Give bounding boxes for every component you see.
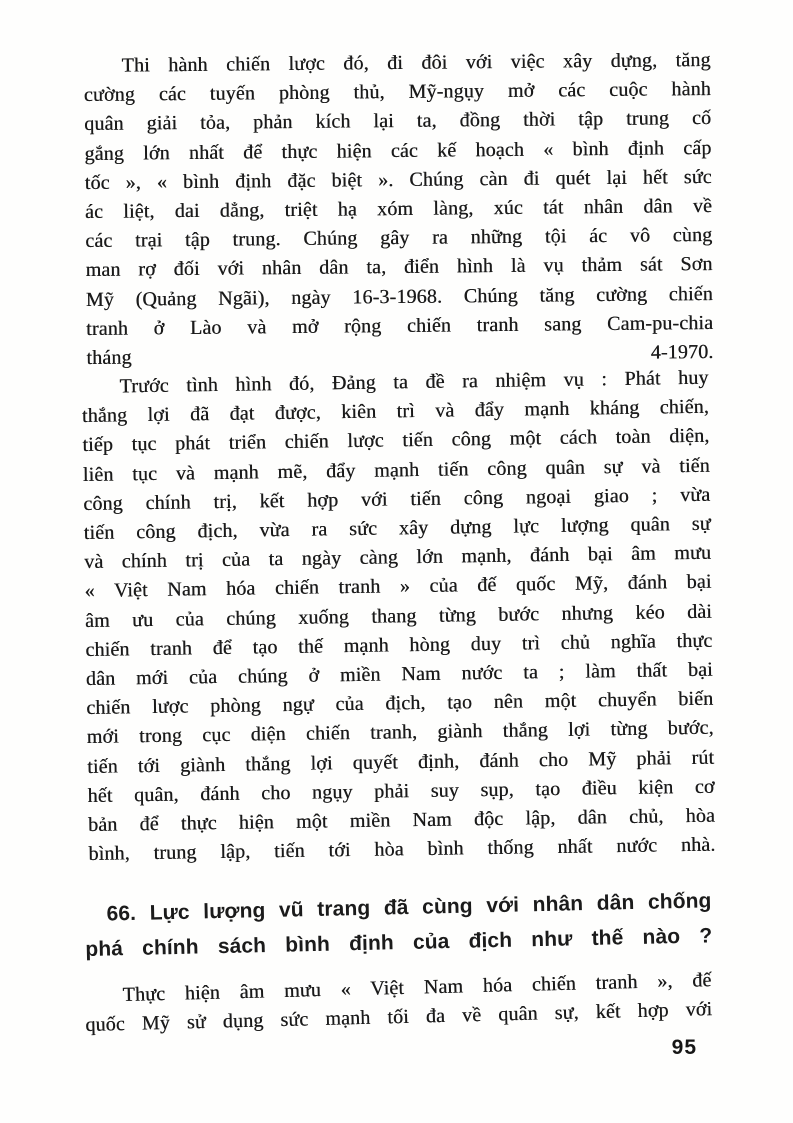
paragraph-1-line-7: các trại tập trung. Chúng gây ra những tội ác vô cùng [85,224,713,253]
paragraph-2-line-12: chiến lược phòng ngự của địch, tạo nên một chuyển biến [86,688,714,720]
paragraph-1-line-11: tháng 4-1970. [86,341,714,370]
paragraph-2-line-3: tiếp tục phát triển chiến lược tiến công một cách toàn diện, [82,425,710,457]
paragraph-2-line-6: tiến công địch, vừa ra sức xây dựng lực lượng quân sự [83,512,711,545]
paragraph-2-line-14: tiến tới giành thắng lợi quyết định, đánh cho Mỹ phải rút [86,746,715,778]
paragraph-1-line-1: Thi hành chiến lược đó, đi đôi với việc xây dựng, tăng [121,48,711,77]
paragraph-2-line-1: Trước tình hình đó, Đảng ta đề ra nhiệm vụ : Phát huy [119,366,709,398]
paragraph-3 [84,966,712,1040]
paragraph-2-line-15: hết quân, đánh cho ngụy phải suy sụp, tạo điều kiện cơ [87,775,715,808]
paragraph-2-line-5: công chính trị, kết hợp với tiến công ngoại giao ; vừa [83,483,711,516]
paragraph-2-line-8: « Việt Nam hóa chiến tranh » của đế quốc Mỹ, đánh bại [84,571,712,603]
paragraph-2-line-10: chiến tranh để tạo thế mạnh hòng duy trì chủ nghĩa thực [85,629,713,662]
section-heading-line-2: phá chính sách bình định của địch như thế nào ? [85,924,713,961]
paragraph-2-line-4: liên tục và mạnh mẽ, đẩy mạnh tiến công quân sự và tiến [82,454,710,486]
paragraph-1-line-4: gắng lớn nhất để thực hiện các kế hoạch « bình định cấp [84,136,712,165]
paragraph-3-line-2: quốc Mỹ sử dụng sức mạnh tối đa về quân sự, kết hợp với [85,998,713,1036]
paragraph-1-line-6: ác liệt, dai dẳng, triệt hạ xóm làng, xúc tát nhân dân về [84,194,713,224]
paragraph-1 [83,46,713,373]
paragraph-1-line-10: tranh ở Lào và mở rộng chiến tranh sang Cam-pu-chia [86,311,714,340]
paragraph-2-line-2: thắng lợi đã đạt được, kiên trì và đẩy mạnh kháng chiến, [81,396,710,428]
section-heading-line-1: 66. Lực lượng vũ trang đã cùng với nhân dân chống [106,889,712,926]
paragraph-2-line-11: dân mới của chúng ở miền Nam nước ta ; làm thất bại [85,658,713,691]
paragraph-2-line-9: âm ưu của chúng xuống thang từng bước nhưng kéo dài [84,600,713,632]
paragraph-2-line-17: bình, trung lập, tiến tới hòa bình thống nhất nước nhà. [88,834,716,866]
paragraph-1-line-9: Mỹ (Quảng Ngãi), ngày 16-3-1968. Chúng tăng cường chiến [85,282,713,311]
paragraph-2-line-16: bản để thực hiện một miền Nam độc lập, dân chủ, hòa [87,804,716,837]
paragraph-1-line-8: man rợ đối với nhân dân ta, điển hình là vụ thảm sát Sơn [85,253,713,282]
paragraph-1-line-3: quân giải tỏa, phản kích lại ta, đồng thời tập trung cố [84,107,712,136]
paragraph-2 [81,364,715,870]
paragraph-1-line-2: cường các tuyến phòng thủ, Mỹ-ngụy mở các cuộc hành [83,78,711,107]
paragraph-1-line-5: tốc », « bình định đặc biệt ». Chúng càn đi quét lại hết sức [84,165,712,194]
section-heading [84,883,712,967]
paragraph-2-line-7: và chính trị của ta ngày càng lớn mạnh, đánh bại âm mưu [83,542,712,574]
page-number: 95 [671,1036,697,1059]
paragraph-3-line-1: Thực hiện âm mưu « Việt Nam hóa chiến tranh », đế [122,968,712,1006]
paragraph-2-line-13: mới trong cục diện chiến tranh, giành thắng lợi từng bước, [86,717,714,749]
page-content [81,48,716,1040]
